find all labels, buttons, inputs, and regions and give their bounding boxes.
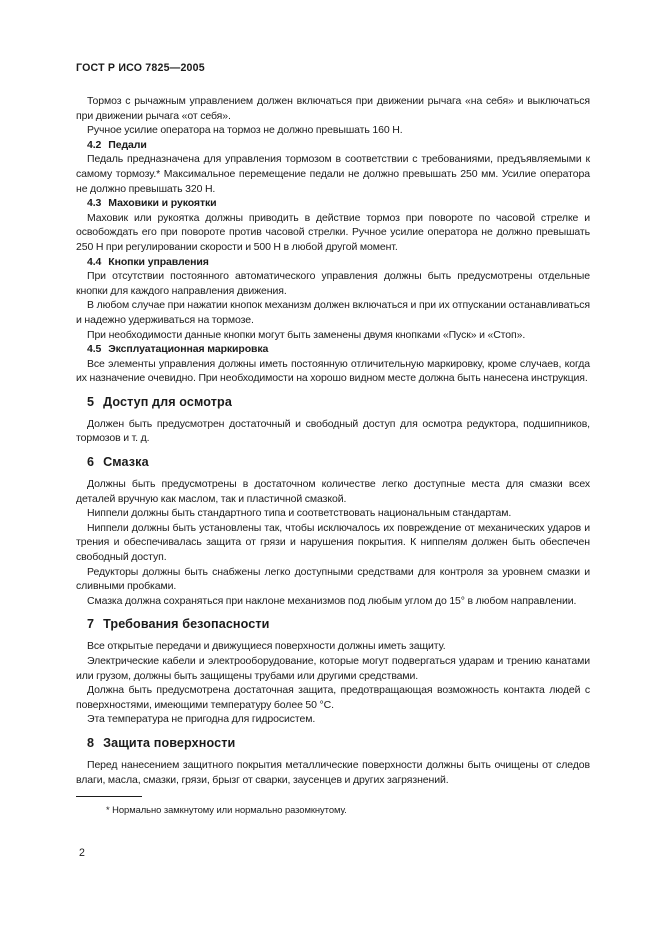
heading-text: Эксплуатационная маркировка [108, 343, 269, 356]
paragraph: Должна быть предусмотрена достаточная защита, предотвращающая возможность контакта людей с поверхностями, имеющими температуру более 50 °С. [76, 684, 590, 711]
paragraph: Маховик или рукоятка должны приводить в действие тормоз при повороте по часовой стрелке и освобождать его при повороте против часовой стрелки. Ручное усилие оператора не должно превышать 250 Н при регулировании скорости и 500 Н в любой другой момент. [76, 211, 590, 253]
heading-number: 4.2 [87, 138, 102, 151]
section-heading [76, 735, 590, 751]
footnote-separator [76, 796, 142, 797]
heading-number: 4.4 [87, 255, 102, 268]
paragraph: В любом случае при нажатии кнопок механизм должен включаться и при их отпускании останавливаться и надежно удерживаться на тормозе. [76, 299, 590, 326]
paragraph: Все элементы управления должны иметь постоянную отличительную маркировку, кроме случаев, когда их назначение очевидно. При необходимости на хорошо видном месте должна быть нанесена инструкция. [76, 357, 590, 385]
heading-number: 4.3 [87, 197, 102, 210]
text-block [76, 62, 590, 817]
footnote-area [76, 796, 590, 817]
heading-text: Кнопки управления [108, 255, 209, 268]
paragraph: Должен быть предусмотрен достаточный и свободный доступ для осмотра редуктора, подшипников, тормозов и т. д. [76, 417, 590, 445]
section-heading [76, 394, 590, 410]
heading-number: 7 [87, 617, 95, 632]
paragraph: Ниппели должны быть стандартного типа и соответствовать национальным стандартам. [87, 507, 512, 520]
paragraph: При отсутствии постоянного автоматического управления должны быть предусмотрены отдельные кнопки для каждого направления движения. [76, 270, 590, 297]
paragraph: Электрические кабели и электрооборудование, которые могут подвергаться ударам и трению канатами или грузом, должны быть защищены трубами или другими средствами. [76, 655, 590, 682]
heading-number: 6 [87, 455, 95, 470]
page-number: 2 [79, 847, 85, 859]
paragraph: Педаль предназначена для управления тормозом в соответствии с требованиями, предъявляемыми к самому тормозу.* Максимальное перемещение педали не должно превышать 250 мм. Усилие оператора не должно превышать 320 Н. [76, 153, 590, 195]
heading-text: Доступ для осмотра [103, 394, 232, 409]
paragraph: Редукторы должны быть снабжены легко доступными средствами для контроля за уровнем смазки и сливными пробками. [76, 565, 590, 593]
subsection-heading [76, 342, 590, 357]
document-body [76, 94, 590, 787]
subsection-heading [76, 255, 590, 270]
heading-text: Педали [108, 138, 147, 151]
paragraph: Ручное усилие оператора на тормоз не должно превышать 160 Н. [87, 124, 403, 137]
paragraph: Смазка должна сохраняться при наклоне механизмов под любым углом до 15° в любом направлении. [87, 594, 577, 607]
paragraph: Ниппели должны быть установлены так, чтобы исключалось их повреждение от механических ударов и трения и обеспечивалась защита от грязи и нарушения покрытия. К ниппелям должен быть обеспечен свободный доступ. [76, 521, 590, 564]
heading-number: 8 [87, 735, 95, 750]
heading-text: Защита поверхности [103, 735, 236, 750]
section-heading [76, 454, 590, 470]
heading-number: 5 [87, 394, 95, 409]
paragraph: Эта температура не пригодна для гидросистем. [87, 713, 316, 726]
footnote-text: * Нормально замкнутому или нормально разомкнутому. [106, 804, 347, 816]
subsection-heading [76, 196, 590, 211]
section-heading [76, 616, 590, 632]
running-header: ГОСТ Р ИСО 7825—2005 [76, 62, 205, 74]
heading-text: Смазка [103, 455, 149, 470]
paragraph: Все открытые передачи и движущиеся поверхности должны иметь защиту. [87, 640, 446, 653]
subsection-heading [76, 138, 590, 153]
paragraph: Тормоз с рычажным управлением должен включаться при движении рычага «на себя» и выключаться при движении рычага «от себя». [76, 95, 590, 122]
paragraph: При необходимости данные кнопки могут быть заменены двумя кнопками «Пуск» и «Стоп». [87, 328, 526, 341]
heading-text: Маховики и рукоятки [108, 197, 217, 210]
heading-number: 4.5 [87, 343, 102, 356]
paragraph: Перед нанесением защитного покрытия металлические поверхности должны быть очищены от следов влаги, масла, смазки, грязи, брызг от сварки, заусенцев и других загрязнений. [76, 758, 590, 786]
heading-text: Требования безопасности [103, 617, 270, 632]
paragraph: Должны быть предусмотрены в достаточном количестве легко доступные места для смазки всех деталей вручную как маслом, так и пластичной смазкой. [76, 478, 590, 505]
